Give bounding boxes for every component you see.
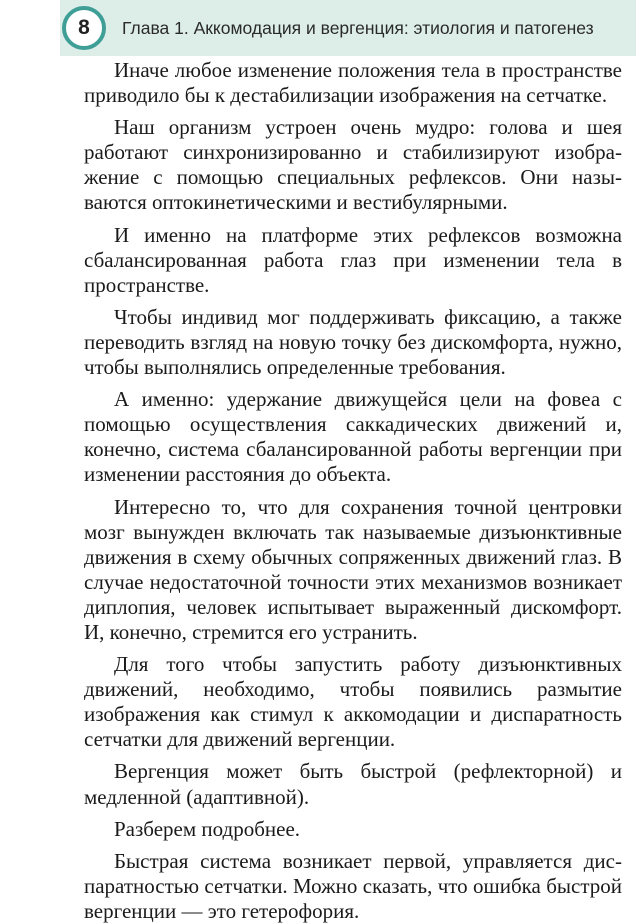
page-number: 8 bbox=[78, 16, 90, 39]
paragraph: Интересно то, что для сохранения точной центровки мозг вынужден включать так называемые дизъюнктивные движения в схему обычных сопряженных движений глаз. В случае недостаточной точности этих механизмов возникает диплопия, человек испытывает выраженный дискомфорт. И, конечно, стремится его устранить. bbox=[84, 494, 622, 644]
body-text bbox=[84, 58, 622, 924]
page-number-badge bbox=[62, 6, 106, 50]
paragraph: Быстрая система возникает первой, управляется диспаратностью сетчатки. Можно сказать, что ошибка быстрой вергенции — это гетерофория. bbox=[84, 848, 622, 923]
paragraph: Вергенция может быть быстрой (рефлекторной) и медленной (адаптивной). bbox=[84, 759, 622, 809]
running-head: Глава 1. Аккомодация и вергенция: этиология и патогенез bbox=[122, 18, 594, 38]
paragraph: Наш организм устроен очень мудро: голова и шея работают синхронизированно и стабилизируют изображение с помощью специальных рефлексов. Они называются оптокинетическими и вестибулярными. bbox=[84, 115, 622, 215]
paragraph: Иначе любое изменение положения тела в пространстве приводило бы к дестабилизации изображения на сетчатке. bbox=[84, 58, 622, 108]
paragraph: Чтобы индивид мог поддерживать фиксацию, а также переводить взгляд на новую точку без дискомфорта, нужно, чтобы выполнялись определенные требования. bbox=[84, 304, 622, 380]
paragraph: Для того чтобы запустить работу дизъюнктивных движений, необходимо, чтобы появились размытие изображения как стимул к аккомодации и диспаратность сетчатки для движений вергенции. bbox=[84, 652, 622, 752]
paragraph: И именно на платформе этих рефлексов возможна сбалансированная работа глаз при изменении тела в пространстве. bbox=[84, 222, 622, 297]
paragraph: А именно: удержание движущейся цели на фовеа с помощью осуществления саккадических движений и, конечно, система сбалансированной работы вергенции при изменении расстояния до объекта. bbox=[84, 387, 622, 487]
paragraph: Разберем подробнее. bbox=[114, 816, 301, 841]
